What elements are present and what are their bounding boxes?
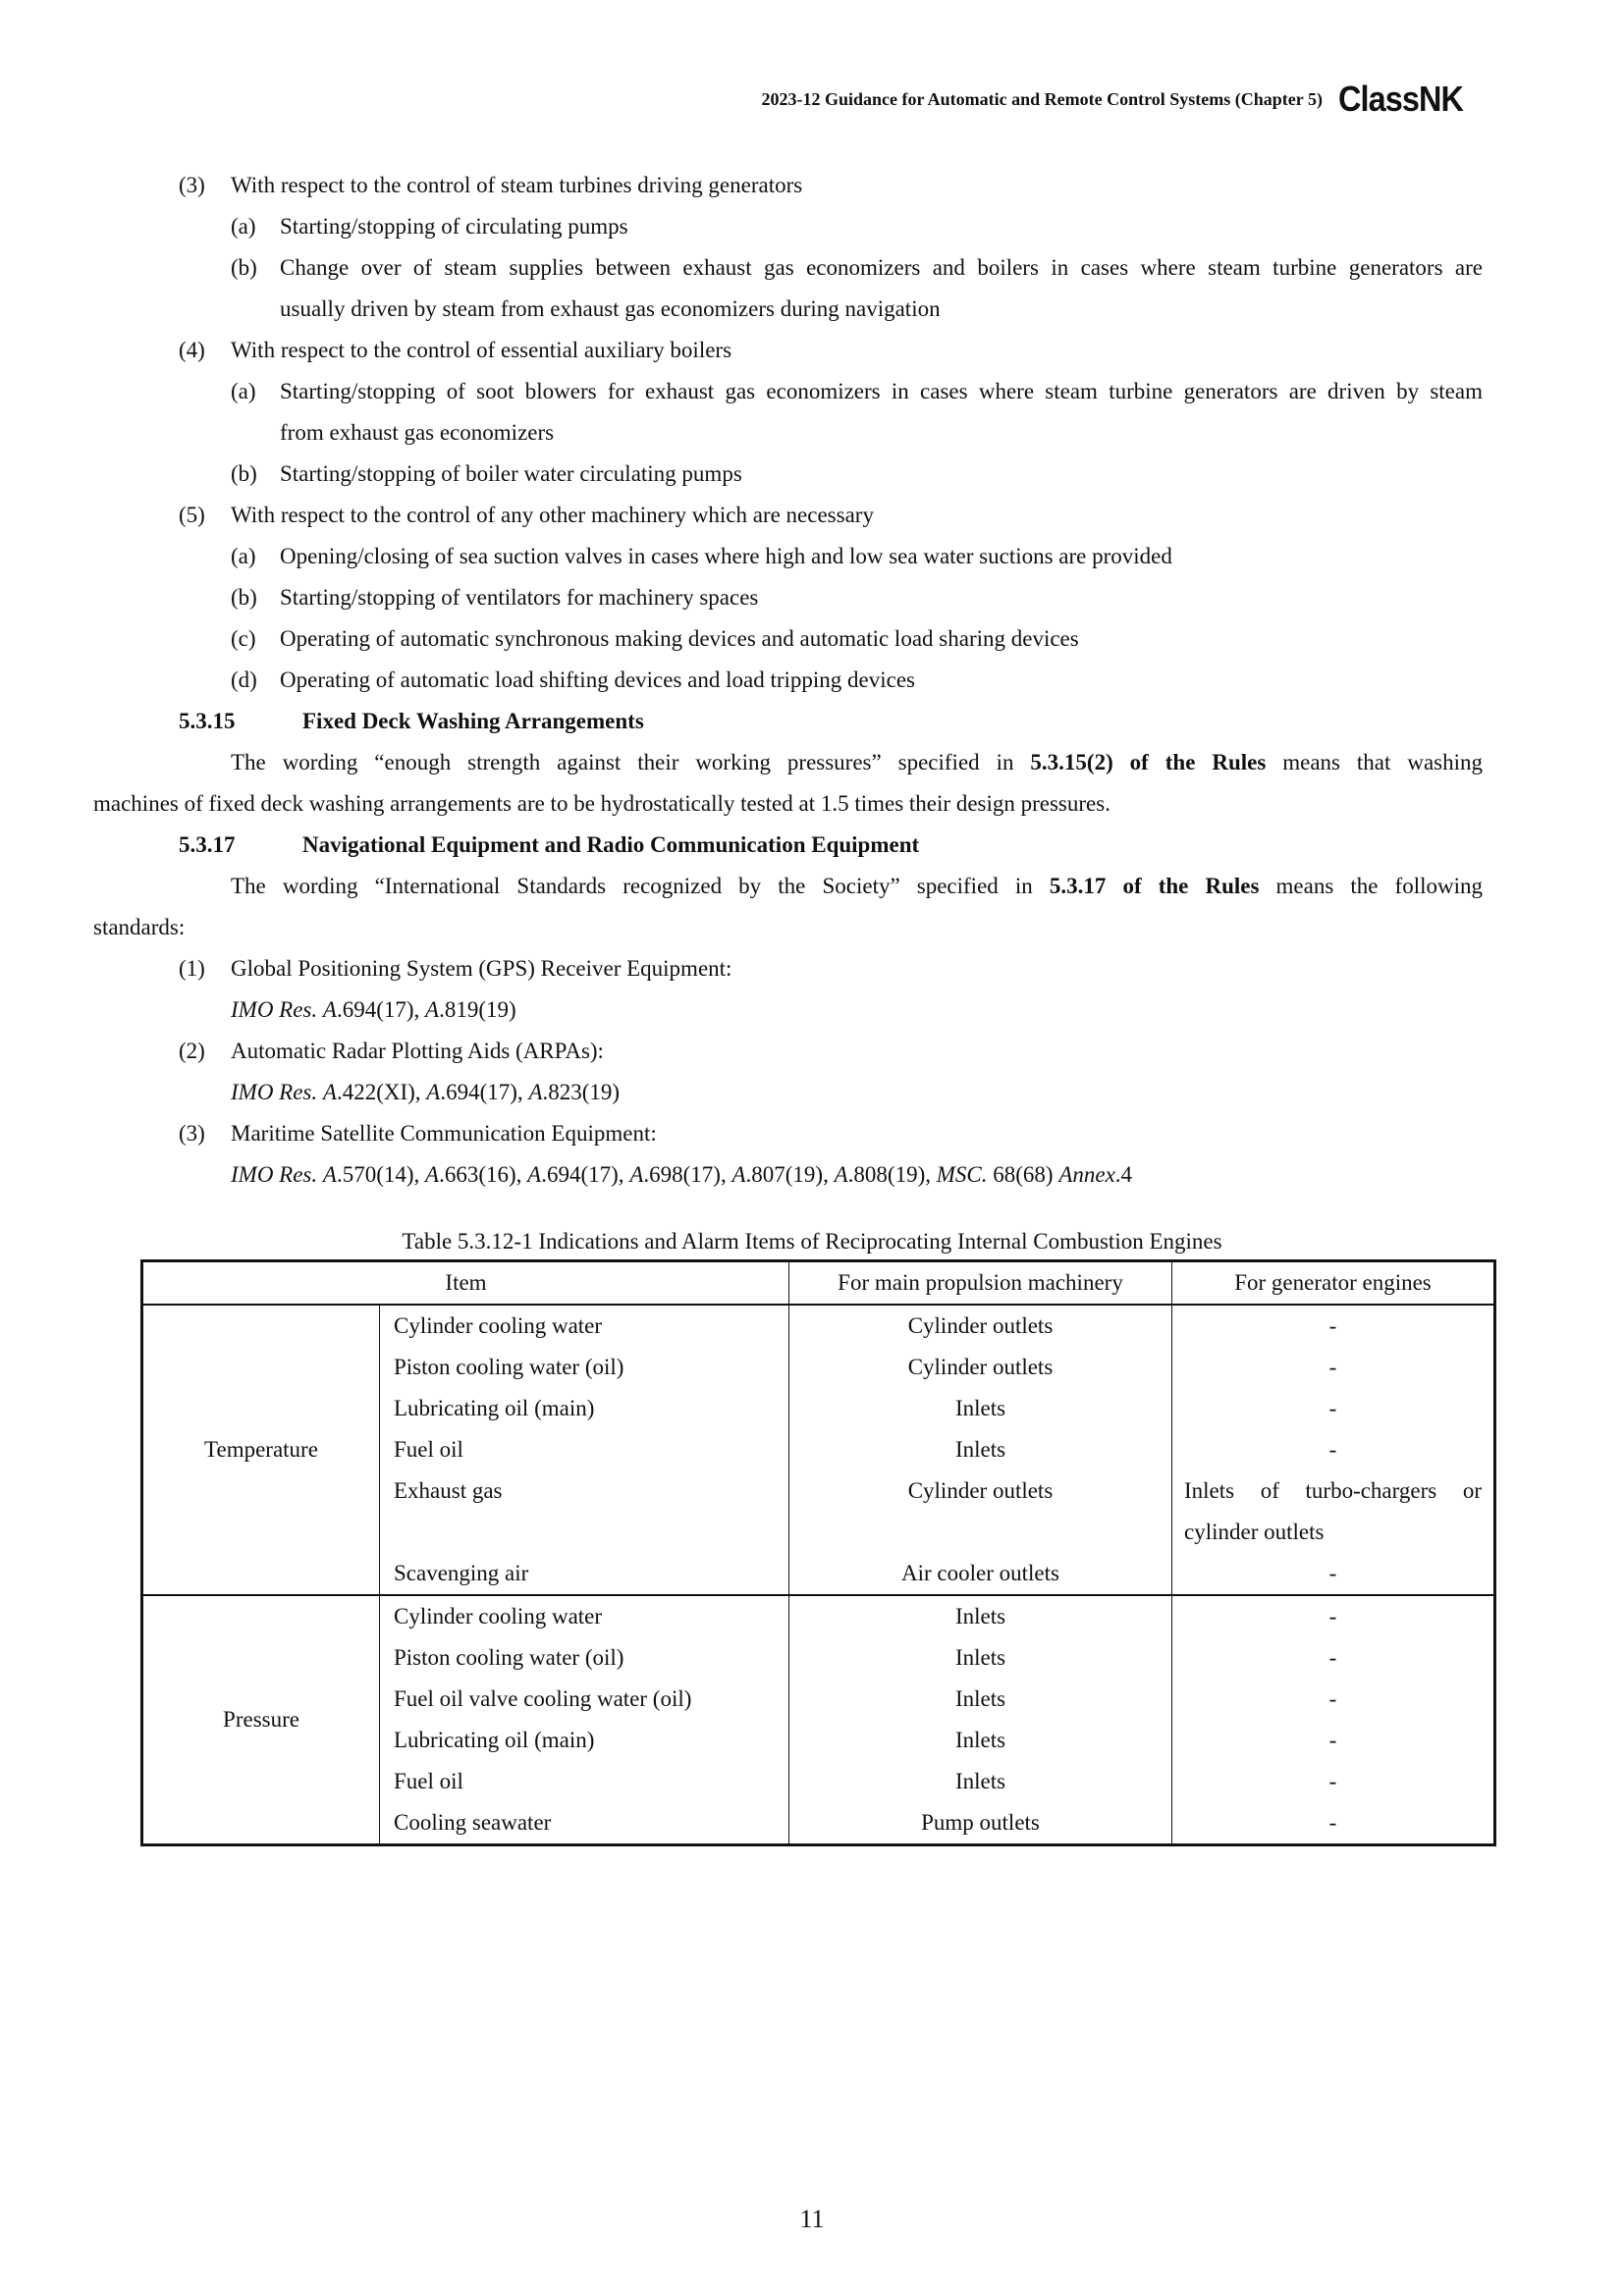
table-row: Exhaust gas Cylinder outlets Inlets of turbo-chargers or — [142, 1470, 1495, 1512]
header-title: 2023-12 Guidance for Automatic and Remote Control Systems (Chapter 5) — [761, 88, 1323, 109]
list-subitem: (a) Starting/stopping of circulating pumps — [231, 214, 628, 239]
list-subitem-continued: from exhaust gas economizers — [280, 420, 555, 445]
header-main-propulsion: For main propulsion machinery — [789, 1261, 1172, 1306]
table-row: Fuel oil valve cooling water (oil) Inlets - — [142, 1679, 1495, 1720]
paragraph: The wording “enough strength against their working pressures” specified in 5.3.15(2) of the Rules means that washing — [231, 750, 1483, 774]
table-row: Fuel oil Inlets - — [142, 1761, 1495, 1802]
table-row: Scavenging air Air cooler outlets - — [142, 1553, 1495, 1595]
page-number: 11 — [799, 2205, 825, 2233]
table-row: Piston cooling water (oil) Inlets - — [142, 1637, 1495, 1679]
header-generator-engines: For generator engines — [1172, 1261, 1495, 1306]
list-subitem: (b) Change over of steam supplies between exhaust gas economizers and boilers in cases where steam turbine generators are — [231, 255, 1483, 280]
section-heading: 5.3.15 Fixed Deck Washing Arrangements — [179, 709, 644, 733]
table-row: Pressure Cylinder cooling water Inlets - — [142, 1595, 1495, 1637]
paragraph: The wording “International Standards recognized by the Society” specified in 5.3.17 of the Rules means the following — [231, 874, 1483, 898]
list-item: (3) With respect to the control of steam turbines driving generators — [179, 173, 803, 197]
list-item: (4) With respect to the control of essential auxiliary boilers — [179, 338, 732, 362]
list-subitem: (b) Starting/stopping of boiler water circulating pumps — [231, 461, 742, 486]
list-subitem-continued: usually driven by steam from exhaust gas economizers during navigation — [280, 296, 941, 321]
table-row-continued: cylinder outlets — [142, 1512, 1495, 1553]
document-body — [93, 165, 1483, 1196]
table-row: Cooling seawater Pump outlets - — [142, 1802, 1495, 1845]
list-subitem: (a) Starting/stopping of soot blowers for exhaust gas economizers in cases where steam turbine generators are driven by steam — [231, 379, 1483, 403]
list-subitem: (d) Operating of automatic load shifting devices and load tripping devices — [231, 667, 916, 692]
list-item: (5) With respect to the control of any other machinery which are necessary — [179, 503, 874, 527]
classnk-logo: ClassNK — [1337, 79, 1463, 119]
standard-reference: IMO Res. A.422(XI), A.694(17), A.823(19) — [231, 1080, 621, 1104]
table-row: Lubricating oil (main) Inlets - — [142, 1388, 1495, 1429]
paragraph-continued: standards: — [93, 915, 186, 939]
list-item: (3) Maritime Satellite Communication Equipment: — [179, 1121, 657, 1146]
list-item: (1) Global Positioning System (GPS) Receiver Equipment: — [179, 956, 732, 981]
category-temperature: Temperature — [142, 1305, 380, 1595]
alarm-items-table — [140, 1259, 1496, 1846]
table-row: Temperature Cylinder cooling water Cylinder outlets - — [142, 1305, 1495, 1347]
table-row: Lubricating oil (main) Inlets - — [142, 1720, 1495, 1761]
table-row: Piston cooling water (oil) Cylinder outlets - — [142, 1347, 1495, 1388]
list-subitem: (b) Starting/stopping of ventilators for machinery spaces — [231, 585, 759, 610]
table-header-row — [142, 1261, 1495, 1306]
category-pressure: Pressure — [142, 1595, 380, 1845]
table-row: Fuel oil Inlets - — [142, 1429, 1495, 1470]
page-header — [761, 79, 1477, 120]
section-heading: 5.3.17 Navigational Equipment and Radio Communication Equipment — [179, 832, 920, 857]
table-caption: Table 5.3.12-1 Indications and Alarm Items of Reciprocating Internal Combustion Engines — [402, 1229, 1222, 1254]
paragraph-continued: machines of fixed deck washing arrangements are to be hydrostatically tested at 1.5 times their design pressures. — [93, 791, 1110, 816]
standard-reference: IMO Res. A.570(14), A.663(16), A.694(17), A.698(17), A.807(19), A.808(19), MSC. 68(68) Annex.4 — [231, 1162, 1133, 1187]
list-item: (2) Automatic Radar Plotting Aids (ARPAs): — [179, 1039, 604, 1063]
list-subitem: (a) Opening/closing of sea suction valves in cases where high and low sea water suctions are provided — [231, 544, 1172, 568]
standard-reference: IMO Res. A.694(17), A.819(19) — [231, 997, 516, 1022]
header-item: Item — [142, 1261, 789, 1306]
list-subitem: (c) Operating of automatic synchronous making devices and automatic load sharing devices — [231, 626, 1079, 651]
